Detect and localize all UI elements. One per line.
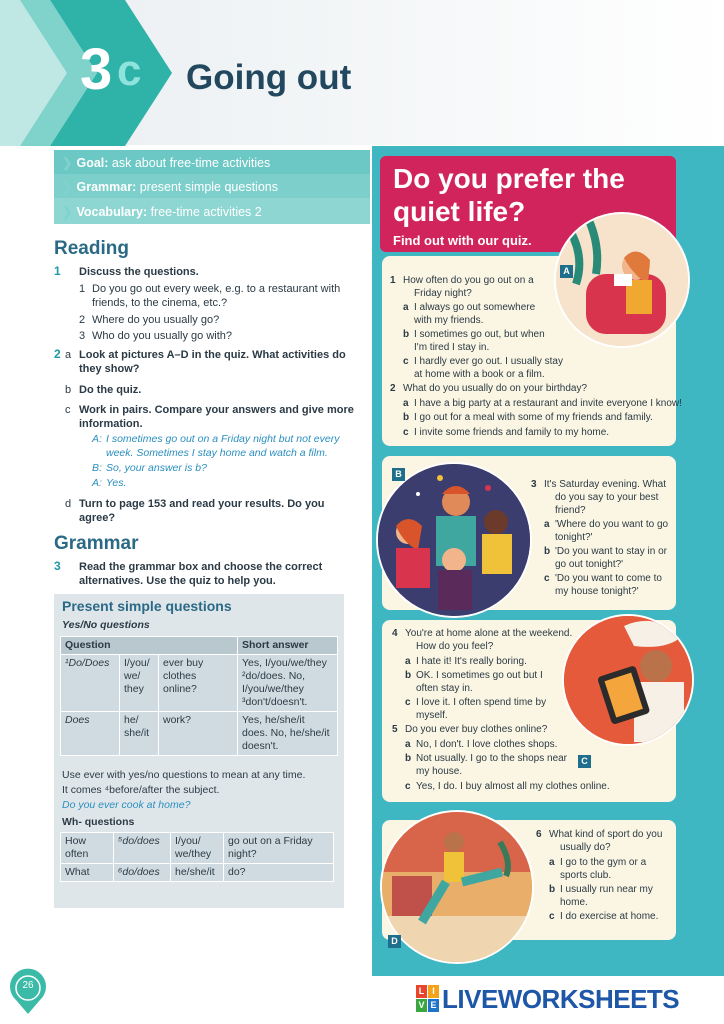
quiz-question-number: 1 [390,275,396,286]
sub-question-number: 3 [79,330,86,342]
item-letter: c [65,404,71,416]
question-text: Work in pairs. Compare your answers and give more [79,404,354,416]
unit-letter: c [117,46,142,95]
question-text: Read the grammar box and choose the correct [79,561,323,573]
table-row [61,833,334,864]
option-text: I usually run near my [560,884,653,895]
picture-b-party [376,462,532,618]
item-letter: b [65,384,72,396]
option-text: I invite some friends and family to my home. [414,427,610,438]
option-text: tonight?' [555,532,593,543]
option-letter: a [403,302,409,313]
option-letter: c [403,356,409,367]
table-header: Short answer [238,637,338,655]
wh-table [60,832,334,882]
dialogue-speaker: A: [92,477,102,489]
option-text: I sometimes go out, but when [414,329,545,340]
question-number: 2 [54,347,61,361]
option-letter: b [403,412,410,423]
goal-item: ❯ Goal: ask about free-time activities [62,156,271,170]
option-text: home. [560,897,588,908]
chevron-right-icon: ❯ [62,180,73,194]
picture-label: A [560,265,573,278]
grammar-note: Use ever with yes/no questions to mean at any time. [62,769,306,781]
option-letter: a [405,739,411,750]
page-number: 26 [22,980,34,991]
option-text: I love it. I often spend time by [416,697,547,708]
option-text: Yes, I do. I buy almost all my clothes online. [416,781,610,792]
page-title: Going out [186,58,352,97]
goal-item: ❯ Grammar: present simple questions [62,180,278,194]
table-cell: I/you/ we/they [171,833,224,864]
quiz-question-number: 2 [390,383,396,394]
illustration-shopping [564,616,692,744]
option-letter: c [405,697,411,708]
question-text: Look at pictures A–D in the quiz. What activities do [79,349,346,361]
option-text: I go to the gym or a [560,857,647,868]
option-text: at home with a book or a film. [414,369,545,380]
dialogue-line: Yes. [106,477,127,489]
option-text: my house tonight?' [555,586,639,597]
quiz-question-number: 4 [392,628,398,639]
table-cell: How often [61,833,114,864]
quiz-question-text: How do you feel? [416,641,494,652]
table-cell: ¹Do/Does [61,655,120,712]
chevron-right-icon: ❯ [62,156,73,170]
option-text: 'Do you want to come to [555,573,662,584]
quiz-subtitle: Find out with our quiz. [393,233,532,248]
option-text: No, I don't. I love clothes shops. [416,739,558,750]
goal-band [54,150,370,174]
grammar-band [54,174,370,198]
dialogue-speaker: B: [92,462,102,474]
yes-no-table [60,636,338,756]
question-number: 1 [54,264,61,278]
question-text: information. [79,418,143,430]
quiz-question-text: How often do you go out on a [403,275,534,286]
quiz-question-text: What do you usually do on your birthday? [403,383,587,394]
question-number: 3 [54,559,61,573]
question-text: alternatives. Use the quiz to help you. [79,575,276,587]
question-text: Do the quiz. [79,384,142,396]
reading-heading: Reading [54,238,129,259]
option-letter: b [544,546,551,557]
table-cell: Yes, he/she/it does. No, he/she/it doesn't. [238,712,338,756]
option-text: 'Do you want to stay in or [555,546,667,557]
grammar-note: It comes ⁴before/after the subject. [62,784,220,796]
chevron-right-icon: ❯ [62,205,73,219]
table-cell: he/ she/it [120,712,159,756]
yes-no-label: Yes/No questions [62,619,150,631]
unit-number: 3 [80,37,111,102]
quiz-question-text: Friday night? [414,288,472,299]
option-text: I'm tired I stay in. [414,342,490,353]
table-cell: do? [224,864,334,882]
option-letter: a [403,398,409,409]
quiz-question-number: 5 [392,724,398,735]
option-letter: b [405,753,412,764]
goal-item: ❯ Vocabulary: free-time activities 2 [62,205,262,219]
table-cell: work? [159,712,238,756]
table-row [61,712,338,756]
picture-label: D [388,935,401,948]
option-letter: b [403,329,410,340]
option-text: 'Where do you want to go [555,519,669,530]
grammar-example: Do you ever cook at home? [62,799,191,811]
sub-question-text: friends, to the cinema, etc.? [92,297,228,309]
wh-label: Wh- questions [62,816,135,828]
dialogue-line: I sometimes go out on a Friday night but not every [106,433,340,445]
option-letter: c [403,427,409,438]
option-letter: a [549,857,555,868]
quiz-question-text: What kind of sport do you [549,829,663,840]
question-text: Discuss the questions. [79,266,199,278]
option-text: I go out for a meal with some of my friends and family. [414,412,653,423]
table-row [61,655,338,712]
table-cell: go out on a Friday night? [224,833,334,864]
option-text: I have a big party at a restaurant and invite everyone I know! [414,398,682,409]
table-cell: Yes, I/you/we/they ²do/does. No, I/you/we/they ³don't/doesn't. [238,655,338,712]
sub-question-number: 2 [79,314,86,326]
sub-question-text: Where do you usually go? [92,314,220,326]
option-text: I always go out somewhere [414,302,536,313]
table-header: Question [61,637,238,655]
picture-label: B [392,468,405,481]
table-cell: ⁶do/does [114,864,171,882]
dialogue-speaker: A: [92,433,102,445]
quiz-question-number: 6 [536,829,542,840]
quiz-question-text: It's Saturday evening. What [544,479,666,490]
question-text: Turn to page 153 and read your results. Do you [79,498,325,510]
option-text: OK. I sometimes go out but I [416,670,543,681]
liveworksheets-logo-icon: L I V E [416,985,440,1013]
quiz-question-number: 3 [531,479,537,490]
table-cell: ever buy clothes online? [159,655,238,712]
quiz-question-text: Do you ever buy clothes online? [405,724,548,735]
picture-label: C [578,755,591,768]
page-number-pin-icon [6,966,50,1016]
quiz-question-text: You're at home alone at the weekend. [405,628,573,639]
question-text: they show? [79,363,140,375]
item-letter: d [65,498,72,510]
option-text: I hate it! It's really boring. [416,656,527,667]
option-text: often stay in. [416,683,473,694]
item-letter: a [65,349,72,361]
grammar-heading: Grammar [54,533,139,554]
illustration-reading [556,214,688,346]
option-letter: a [405,656,411,667]
picture-c-online-shopping [562,614,694,746]
option-letter: b [405,670,412,681]
option-text: I hardly ever go out. I usually stay [414,356,563,367]
illustration-yoga [382,812,532,962]
option-letter: a [544,519,550,530]
table-cell: What [61,864,114,882]
table-cell: ⁵do/does [114,833,171,864]
quiz-question-text: do you say to your best [555,492,659,503]
dialogue-line: So, your answer is b? [106,462,207,474]
picture-a-reading-woman [554,212,690,348]
liveworksheets-brand[interactable]: LIVEWORKSHEETS [442,984,680,1014]
option-text: my house. [416,766,463,777]
vocabulary-band [54,198,370,224]
option-text: sports club. [560,870,612,881]
sub-question-text: Who do you usually go with? [92,330,233,342]
table-cell: he/she/it [171,864,224,882]
illustration-party [378,464,530,616]
option-text: go out tonight?' [555,559,624,570]
table-cell: I/you/ we/ they [120,655,159,712]
option-text: I do exercise at home. [560,911,659,922]
picture-d-exercise [380,810,534,964]
table-row [61,864,334,882]
question-text: agree? [79,512,116,524]
option-letter: c [549,911,555,922]
quiz-title: Do you prefer the quiet life? [393,163,625,227]
sub-question-number: 1 [79,283,86,295]
quiz-question-text: friend? [555,505,586,516]
sub-question-text: Do you go out every week, e.g. to a restaurant with [92,283,341,295]
option-text: with my friends. [414,315,484,326]
option-letter: c [405,781,411,792]
option-text: myself. [416,710,448,721]
option-letter: b [549,884,556,895]
quiz-question-text: usually do? [560,842,611,853]
table-cell: Does [61,712,120,756]
option-text: Not usually. I go to the shops near [416,753,568,764]
option-letter: c [544,573,550,584]
dialogue-line: week. Sometimes I stay home and watch a film. [106,447,328,459]
grammar-box-title: Present simple questions [62,598,232,614]
